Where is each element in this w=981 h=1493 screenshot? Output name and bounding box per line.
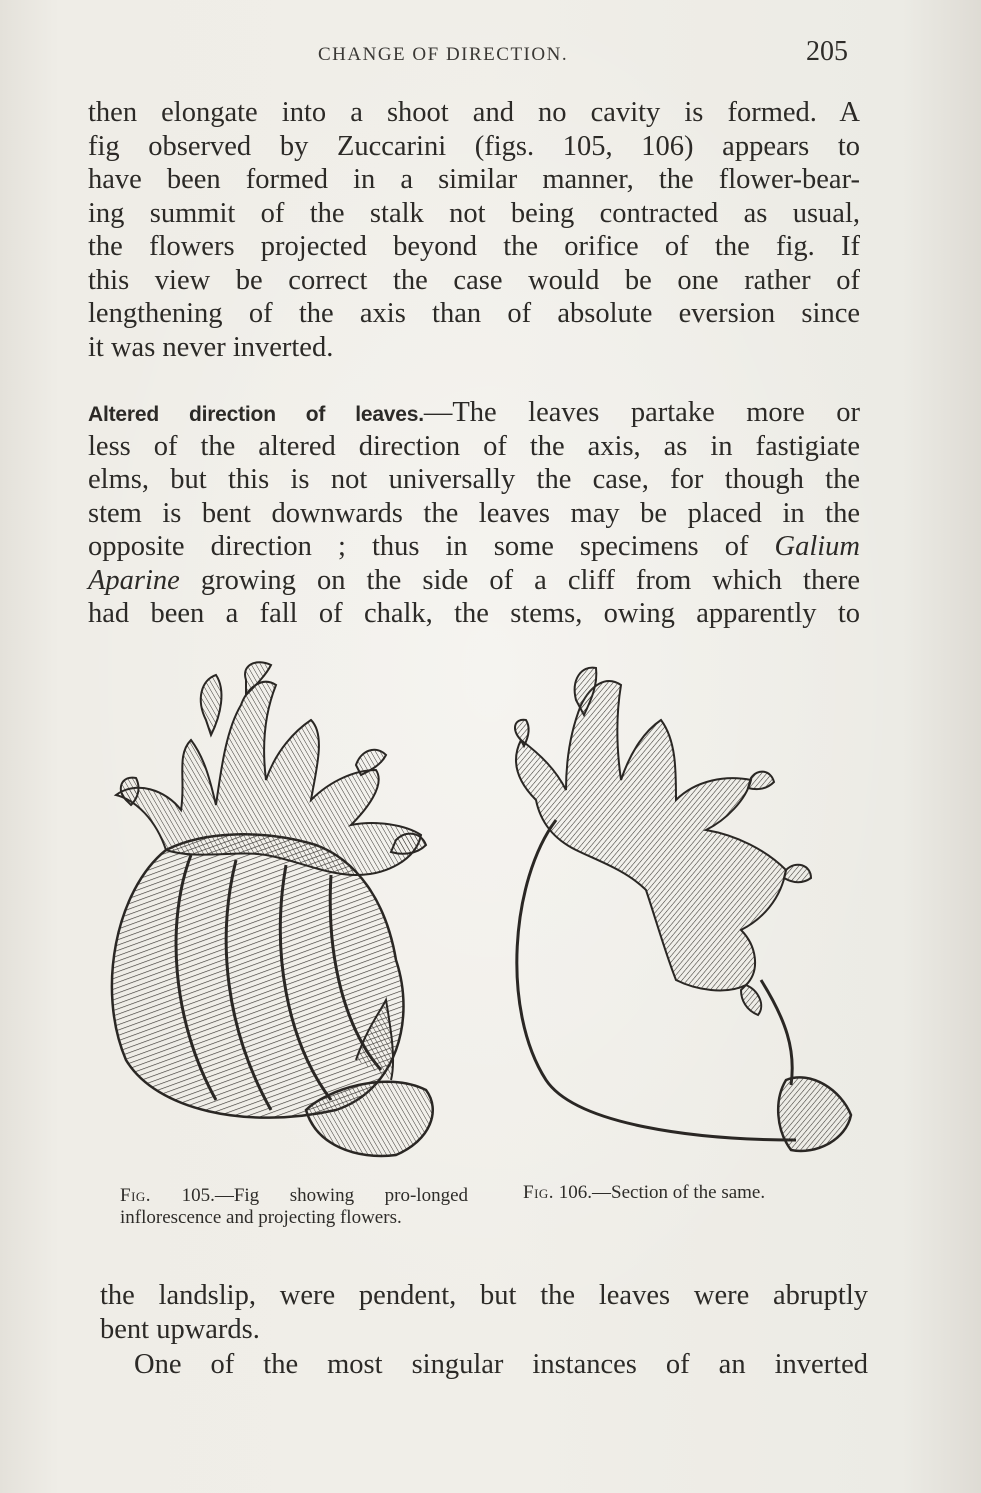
running-title: CHANGE OF DIRECTION. bbox=[318, 44, 569, 65]
caption-text: 105.—Fig showing pro-longed inflorescence and projecting flowers. bbox=[120, 1185, 468, 1228]
text-line: ing summit of the stalk not being contracted as usual, bbox=[88, 197, 860, 229]
text-line: elms, but this is not universally the case, for though the bbox=[88, 464, 860, 495]
text-line: less of the altered direction of the axis, as in fastigiate bbox=[88, 430, 860, 462]
line-text: growing on the side of a cliff from which there bbox=[179, 564, 860, 596]
text-line bbox=[88, 564, 860, 598]
paragraph-3 bbox=[100, 1279, 868, 1346]
figure-106-illustration bbox=[496, 660, 866, 1160]
page-number: 205 bbox=[806, 36, 848, 67]
figure-label: Fig. bbox=[120, 1185, 152, 1206]
paragraph-4 bbox=[134, 1348, 868, 1382]
section-sidehead: Altered direction of leaves. bbox=[88, 403, 424, 426]
figure-105-illustration bbox=[96, 660, 446, 1160]
text-line: then elongate into a shoot and no cavity is formed. A bbox=[88, 97, 860, 128]
text-line: lengthening of the axis than of absolute eversion since bbox=[88, 298, 860, 329]
figure-106-caption bbox=[523, 1182, 868, 1204]
text-line: it was never inverted. bbox=[88, 331, 334, 363]
text-line: had been a fall of chalk, the stems, owing apparently to bbox=[88, 598, 860, 629]
text-line: have been formed in a similar manner, the flower-bear- bbox=[88, 164, 860, 195]
text-line: bent upwards. bbox=[100, 1313, 260, 1345]
text-line: fig observed by Zuccarini (figs. 105, 106) appears to bbox=[88, 130, 860, 162]
text-line: One of the most singular instances of an inverted bbox=[134, 1349, 868, 1380]
italic-genus: Galium bbox=[774, 531, 860, 562]
text-line: this view be correct the case would be one rather of bbox=[88, 264, 860, 296]
text-line: stem is bent downwards the leaves may be placed in the bbox=[88, 497, 860, 529]
figure-label: Fig. bbox=[523, 1182, 555, 1203]
caption-text: 106.—Section of the same. bbox=[554, 1182, 766, 1203]
italic-species: Aparine bbox=[88, 564, 180, 596]
paragraph-2 bbox=[88, 396, 860, 631]
text-line bbox=[88, 396, 860, 430]
figure-105-caption bbox=[120, 1185, 468, 1229]
line-text: opposite direction ; thus in some specimens of bbox=[88, 531, 775, 562]
text-line: the flowers projected beyond the orifice of the fig. If bbox=[88, 231, 860, 262]
text-line: the landslip, were pendent, but the leaves were abruptly bbox=[100, 1280, 868, 1311]
text-line bbox=[88, 530, 860, 564]
paragraph-1 bbox=[88, 96, 860, 364]
sidehead-continuation: —The leaves partake more or bbox=[423, 397, 860, 428]
